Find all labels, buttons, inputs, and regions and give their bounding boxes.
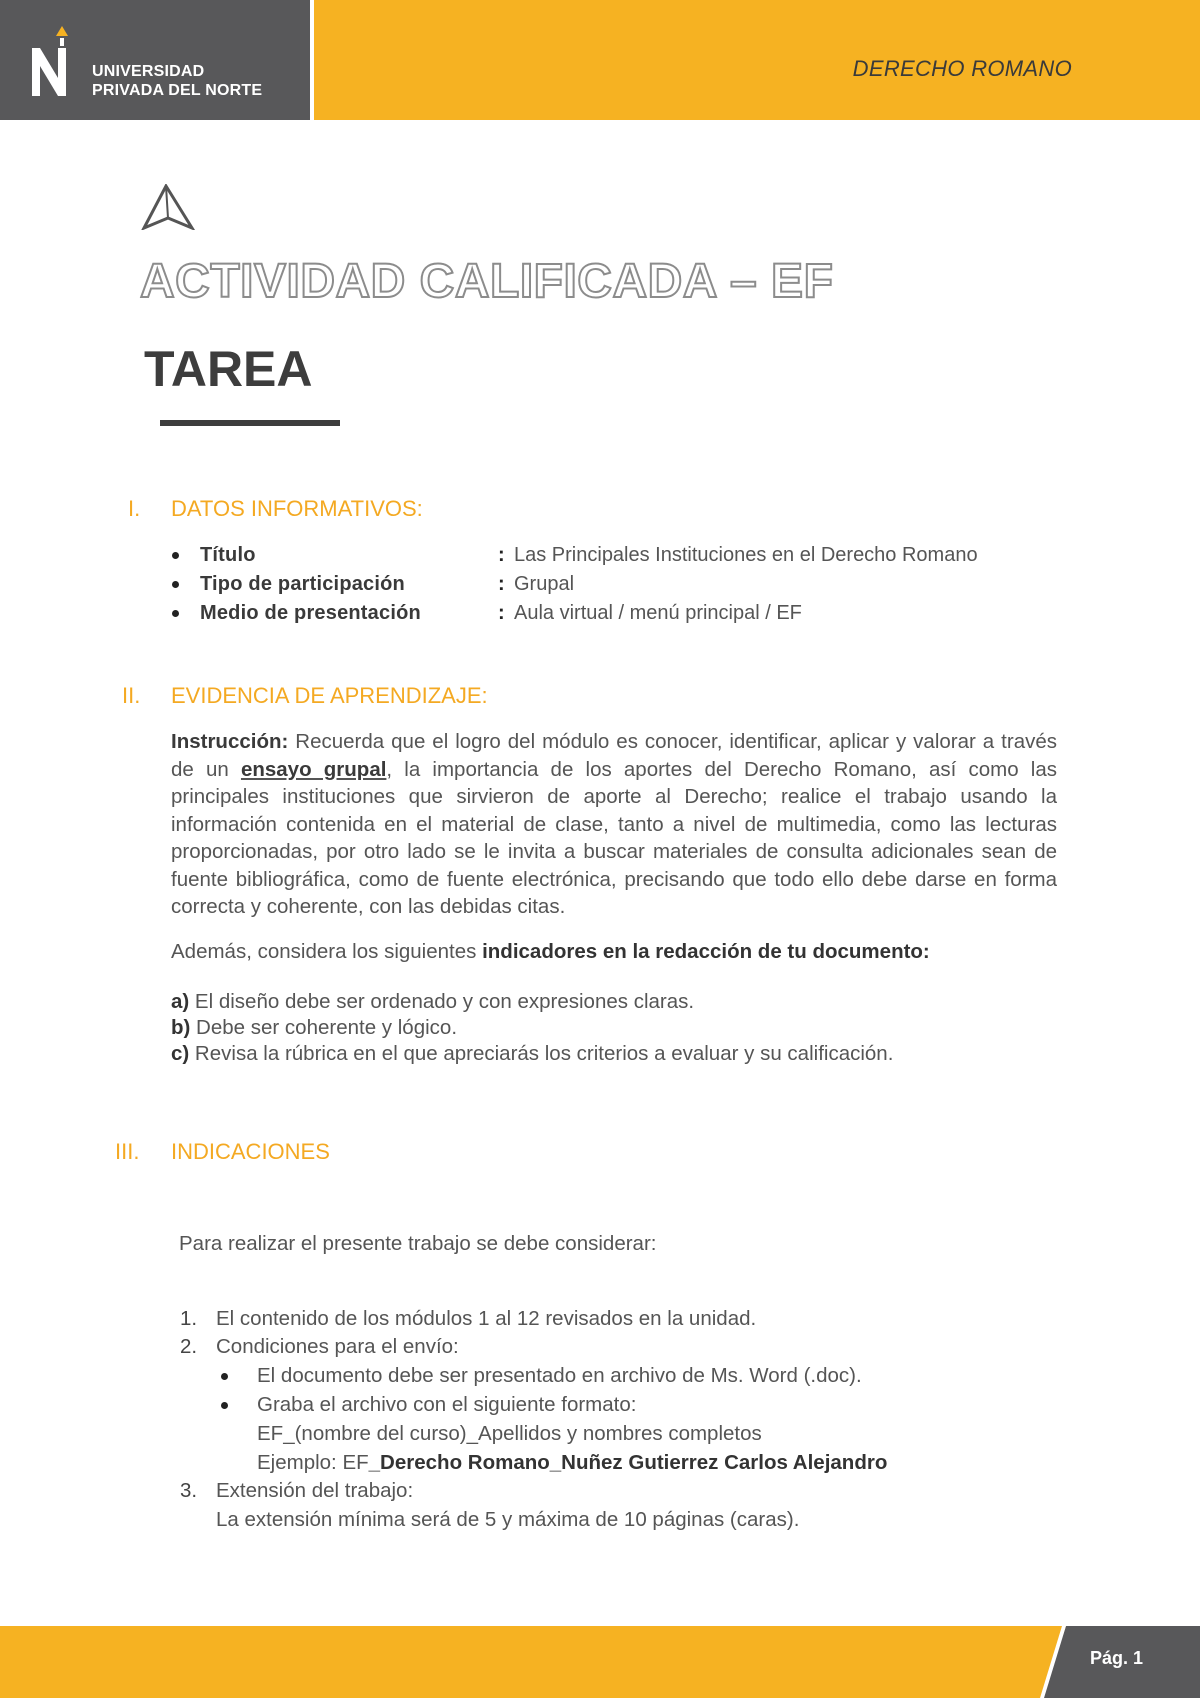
extension-detail: La extensión mínima será de 5 y máxima de 10 páginas (caras). — [216, 1508, 800, 1531]
bullet-icon — [172, 610, 179, 617]
filename-pattern: EF_(nombre del curso)_Apellidos y nombres completos — [257, 1422, 762, 1445]
title-underline — [160, 420, 340, 426]
bullet-icon — [172, 552, 179, 559]
instruction-label: Instrucción: — [171, 730, 289, 753]
info-colon: : — [498, 544, 505, 566]
document-type-title: TAREA — [144, 341, 313, 397]
list-number: 1. — [180, 1307, 198, 1330]
header-logo-panel — [0, 0, 310, 120]
info-colon: : — [498, 602, 505, 624]
indications-intro: Para realizar el presente trabajo se debe considerar: — [179, 1232, 657, 1255]
activity-title: ACTIVIDAD CALIFICADA – EF — [140, 255, 834, 308]
indicator-letter: c) — [171, 1042, 190, 1065]
list-number: 3. — [180, 1479, 198, 1502]
navigation-arrow-icon — [140, 184, 196, 230]
info-key-participation: Tipo de participación — [200, 573, 405, 595]
list-number: 2. — [180, 1335, 198, 1358]
indicator-letter: b) — [171, 1016, 191, 1039]
info-key-title: Título — [200, 544, 256, 566]
section-1-title: DATOS INFORMATIVOS: — [171, 496, 423, 521]
info-value-medium: Aula virtual / menú principal / EF — [514, 602, 802, 624]
instruction-emphasis: ensayo grupal — [240, 757, 387, 781]
section-1-number: I. — [128, 496, 141, 521]
section-2-number: II. — [122, 683, 141, 708]
sub-item-filename: Graba el archivo con el siguiente formato: — [257, 1393, 637, 1416]
indicators-intro-bold: indicadores en la redacción de tu documento: — [482, 940, 930, 963]
section-2-title: EVIDENCIA DE APRENDIZAJE: — [171, 683, 488, 708]
indicators-intro — [171, 940, 930, 964]
example-prefix: Ejemplo: EF — [257, 1451, 369, 1474]
indicator-item-b — [171, 1016, 457, 1040]
course-name: DERECHO ROMANO — [852, 56, 1072, 81]
sub-item-format: El documento debe ser presentado en archivo de Ms. Word (.doc). — [257, 1364, 862, 1387]
indication-item-2: Condiciones para el envío: — [216, 1335, 459, 1358]
bullet-icon — [172, 581, 179, 588]
bullet-icon — [221, 1402, 228, 1409]
filename-example — [257, 1451, 887, 1475]
footer-bar — [0, 1626, 1200, 1698]
info-key-medium: Medio de presentación — [200, 602, 421, 624]
section-3-number: III. — [115, 1139, 140, 1164]
university-line-1: UNIVERSIDAD — [92, 63, 205, 80]
info-value-title: Las Principales Instituciones en el Derecho Romano — [514, 544, 978, 566]
instruction-text-1: Recuerda que el logro del módulo es conocer, identificar, aplicar y valorar a través de un — [171, 730, 1057, 781]
indicator-item-a — [171, 990, 694, 1014]
indicator-letter: a) — [171, 990, 190, 1013]
section-3-title: INDICACIONES — [171, 1139, 330, 1164]
university-logo-icon — [28, 26, 78, 98]
example-bold: _Derecho Romano_Nuñez Gutierrez Carlos Alejandro — [368, 1451, 888, 1474]
info-colon: : — [498, 573, 505, 595]
university-line-2: PRIVADA DEL NORTE — [92, 82, 263, 99]
indicator-text: El diseño debe ser ordenado y con expresiones claras. — [189, 990, 695, 1013]
page-number: Pág. 1 — [1090, 1648, 1144, 1668]
university-name — [92, 62, 262, 100]
indicator-item-c — [171, 1042, 893, 1066]
instruction-text-2: , la importancia de los aportes del Derecho Romano, así como las principales instituciones que sirvieron de aporte al Derecho; realice el trabajo usando la información contenida en el material de clase, tanto a nivel de multimedia, como las lecturas proporcionadas, por otro lado se le invita a buscar materiales de consulta adicionales sean de fuente bibliográfica, como de fuente electrónica, precisando que todo ello debe darse en forma correcta y coherente, con las debidas citas. — [171, 757, 1057, 918]
indicator-text: Revisa la rúbrica en el que apreciarás los criterios a evaluar y su calificación. — [189, 1042, 894, 1065]
indicators-intro-text: Además, considera los siguientes — [171, 940, 483, 963]
indication-item-3: Extensión del trabajo: — [216, 1479, 414, 1502]
instruction-paragraph — [171, 728, 1057, 921]
bullet-icon — [221, 1373, 228, 1380]
indicator-text: Debe ser coherente y lógico. — [190, 1016, 458, 1039]
indication-item-1: El contenido de los módulos 1 al 12 revisados en la unidad. — [216, 1307, 757, 1330]
info-value-participation: Grupal — [514, 573, 575, 595]
